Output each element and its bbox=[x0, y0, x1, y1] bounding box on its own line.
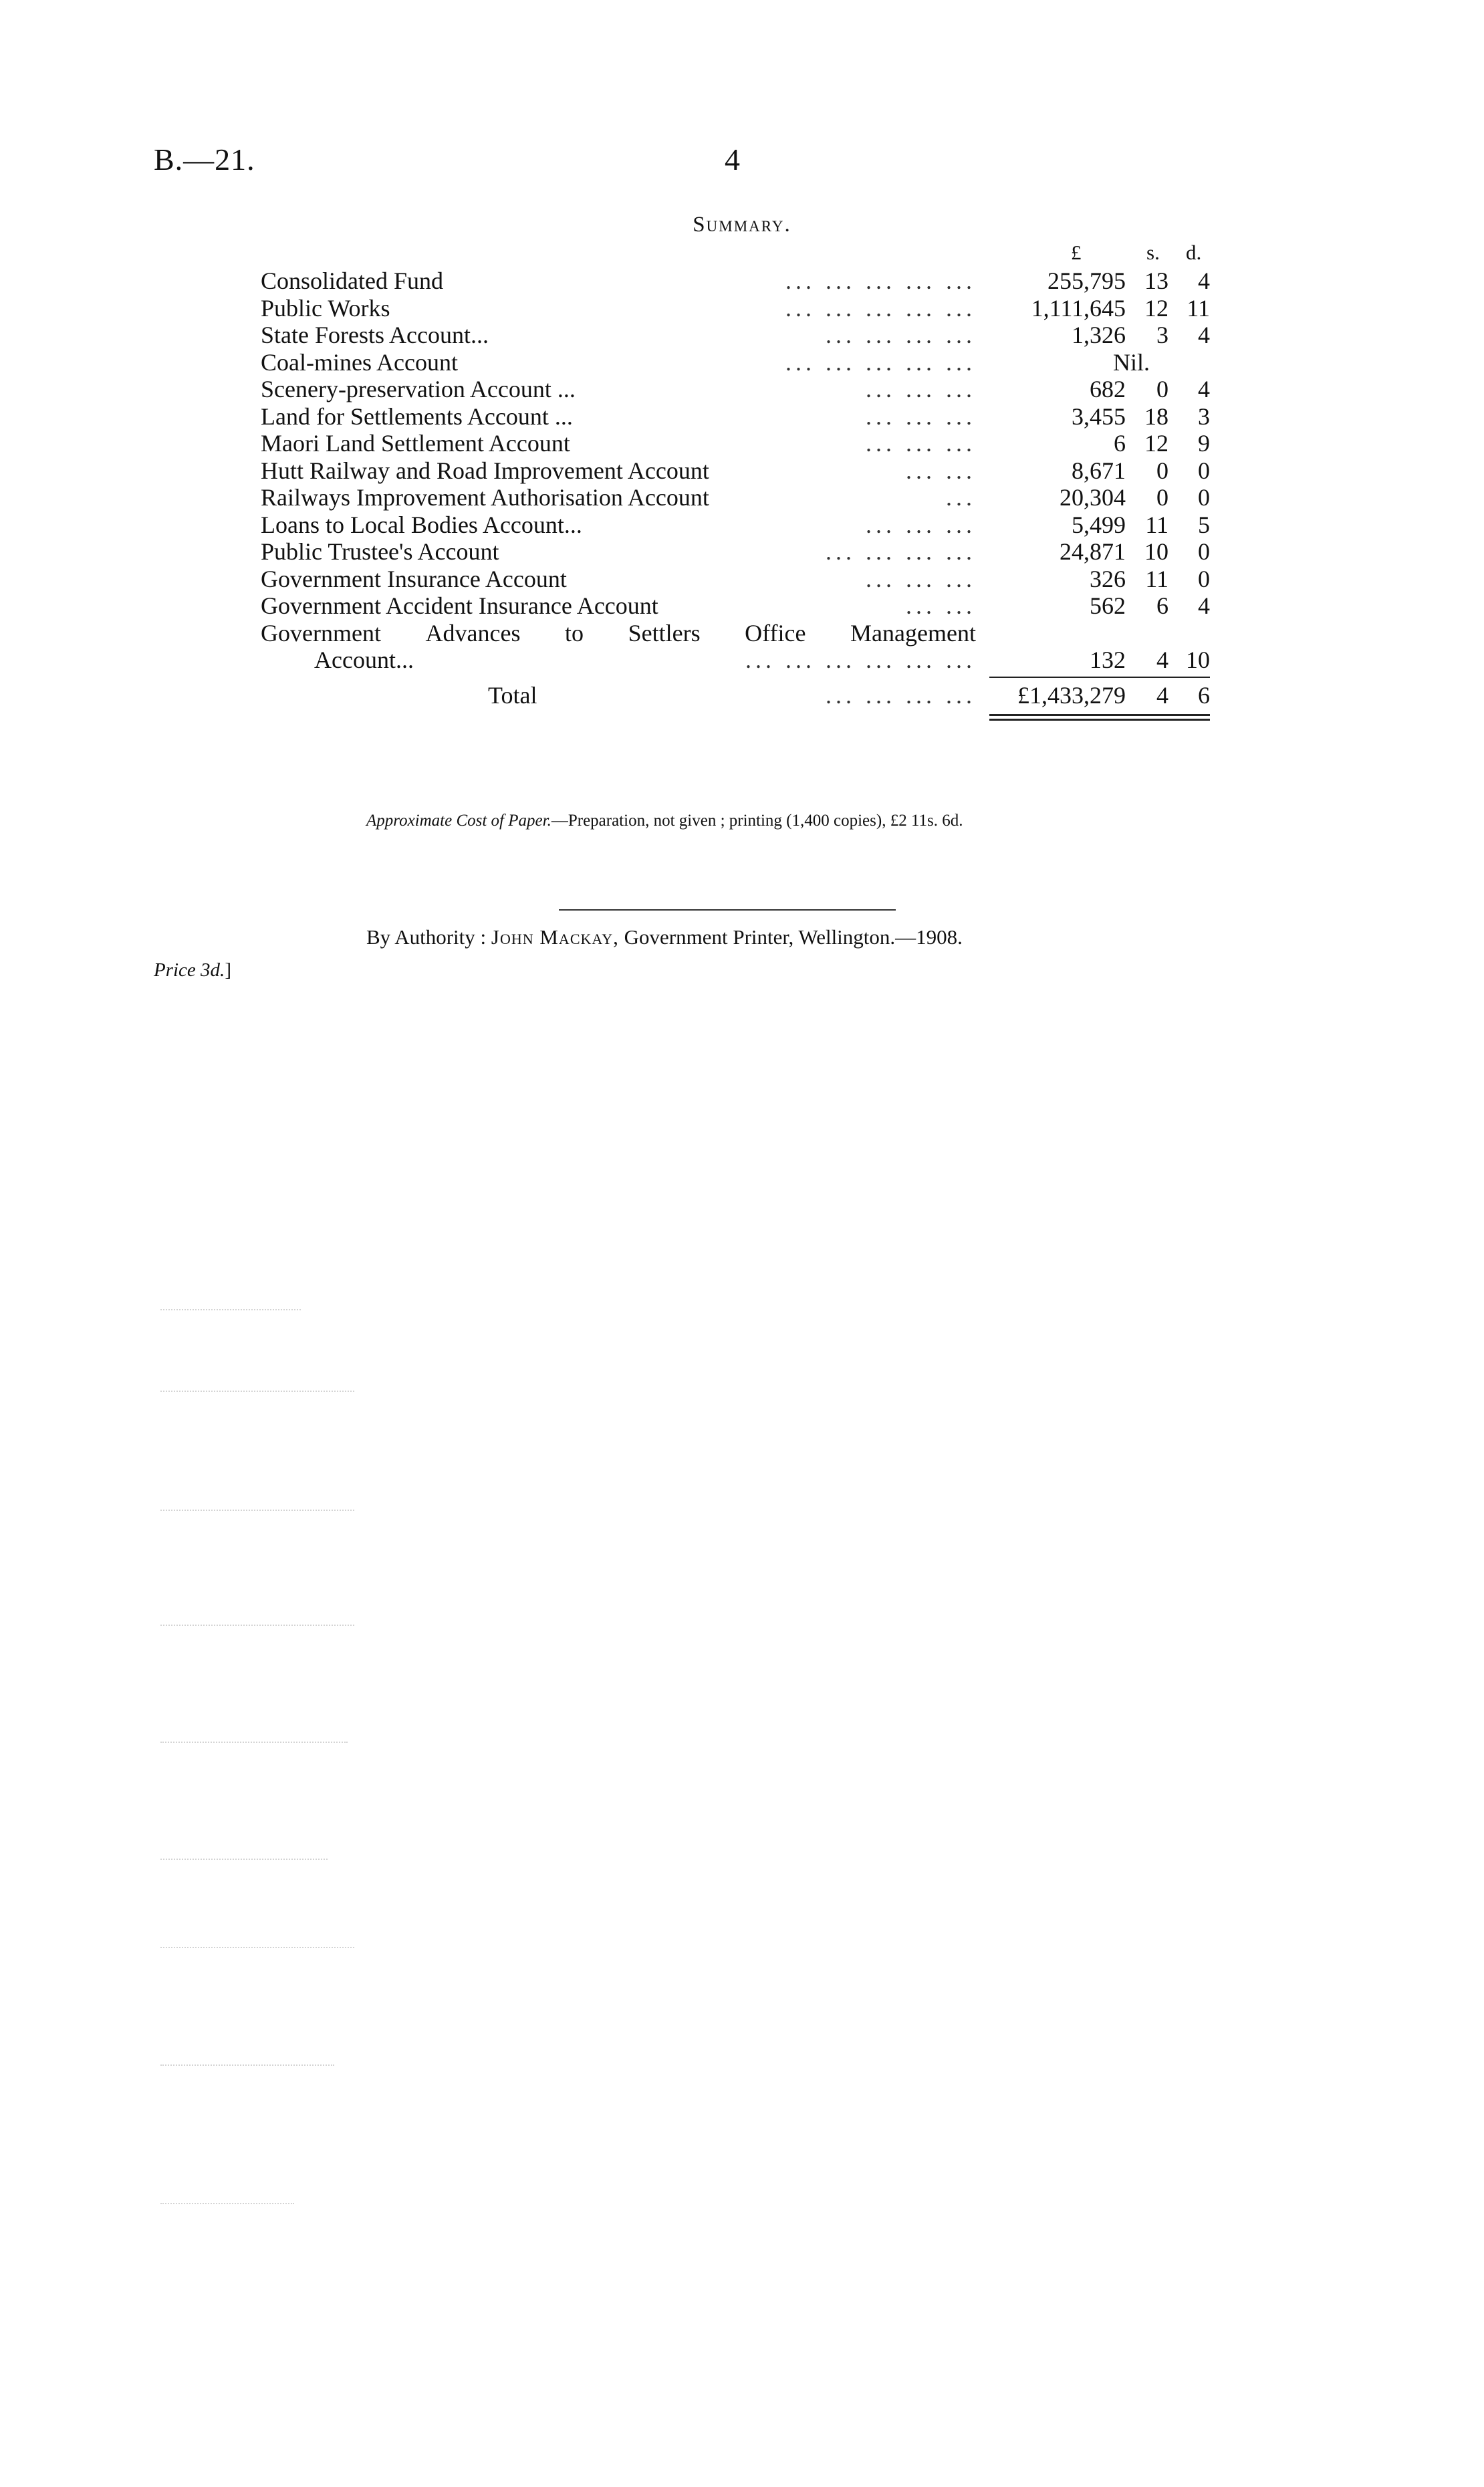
ledger-row-advances-line2 bbox=[261, 646, 1210, 674]
row-label: Government Accident Insurance Account bbox=[261, 592, 658, 619]
row-label: Coal-mines Account bbox=[261, 348, 458, 376]
label-word: to bbox=[565, 619, 584, 646]
ledger-row bbox=[261, 376, 1210, 403]
bleed-through-mark bbox=[160, 2203, 294, 2204]
printer-imprint bbox=[366, 925, 963, 949]
row-label: Public Works bbox=[261, 294, 390, 322]
row-shillings: 0 bbox=[1156, 457, 1168, 484]
leader-dots: ... ... ... bbox=[866, 402, 976, 430]
row-pence: 5 bbox=[1198, 511, 1210, 538]
row-nil: Nil. bbox=[1112, 348, 1150, 376]
ledger-row bbox=[261, 349, 1210, 376]
row-pence: 0 bbox=[1198, 484, 1210, 511]
row-pounds: 8,671 bbox=[1072, 457, 1126, 484]
page-number: 4 bbox=[725, 142, 740, 176]
row-shillings: 18 bbox=[1144, 402, 1168, 430]
ledger-row bbox=[261, 592, 1210, 620]
row-pounds: 255,795 bbox=[1047, 267, 1126, 294]
bleed-through-mark bbox=[160, 1742, 348, 1743]
row-pounds: 326 bbox=[1090, 565, 1126, 592]
price-text: Price 3d. bbox=[154, 959, 225, 981]
row-label: State Forests Account... bbox=[261, 322, 489, 348]
bleed-through-mark bbox=[160, 1859, 328, 1860]
leader-dots: ... bbox=[946, 484, 976, 511]
bleed-through-mark bbox=[160, 1625, 354, 1626]
row-shillings: 4 bbox=[1156, 646, 1168, 673]
ledger-row bbox=[261, 322, 1210, 349]
document-reference: B.—21. bbox=[154, 142, 255, 176]
row-pence: 9 bbox=[1198, 430, 1210, 457]
leader-dots: ... ... ... ... ... bbox=[785, 348, 976, 376]
imprint-prefix: By Authority : bbox=[366, 925, 487, 949]
row-pence: 0 bbox=[1198, 538, 1210, 565]
row-pounds: 562 bbox=[1090, 592, 1126, 619]
leader-dots: ... ... ... bbox=[866, 376, 976, 402]
row-pence: 4 bbox=[1198, 376, 1210, 402]
row-pounds: 1,111,645 bbox=[1031, 294, 1126, 322]
total-pounds: £1,433,279 bbox=[1017, 681, 1126, 709]
imprint-suffix: Government Printer, Wellington.—1908. bbox=[624, 925, 963, 949]
row-shillings: 12 bbox=[1144, 294, 1168, 322]
leader-dots: ... ... ... bbox=[866, 565, 976, 592]
row-shillings: 0 bbox=[1156, 376, 1168, 402]
ledger-row bbox=[261, 484, 1210, 511]
bleed-through-mark bbox=[160, 1510, 354, 1511]
price-note bbox=[154, 959, 231, 981]
row-pounds: 20,304 bbox=[1060, 484, 1126, 511]
row-shillings: 3 bbox=[1156, 322, 1168, 348]
row-label: Railways Improvement Authorisation Account bbox=[261, 484, 709, 511]
row-pence: 0 bbox=[1198, 457, 1210, 484]
row-shillings: 6 bbox=[1156, 592, 1168, 619]
row-shillings: 13 bbox=[1144, 267, 1168, 294]
pounds-header: £ bbox=[1071, 241, 1082, 264]
bleed-through-mark bbox=[160, 1309, 301, 1310]
price-bracket: ] bbox=[225, 959, 231, 981]
imprint-printer: John Mackay, bbox=[491, 925, 619, 949]
cost-note-text: —Preparation, not given ; printing (1,400 copies), £2 11s. 6d. bbox=[551, 812, 963, 830]
row-shillings: 11 bbox=[1145, 565, 1168, 592]
row-label: Public Trustee's Account bbox=[261, 538, 499, 565]
row-label: Government Insurance Account bbox=[261, 565, 567, 592]
row-label: Account... bbox=[314, 646, 414, 673]
cost-of-paper-note bbox=[366, 812, 963, 830]
ledger-row bbox=[261, 511, 1210, 539]
row-pence: 0 bbox=[1198, 565, 1210, 592]
row-pounds: 24,871 bbox=[1060, 538, 1126, 565]
shillings-header: s. bbox=[1146, 241, 1160, 264]
row-pence: 4 bbox=[1198, 267, 1210, 294]
leader-dots: ... ... ... bbox=[866, 430, 976, 457]
row-label: Loans to Local Bodies Account... bbox=[261, 511, 582, 538]
currency-header-row bbox=[261, 241, 1210, 267]
row-shillings: 10 bbox=[1144, 538, 1168, 565]
leader-dots: ... ... ... ... ... bbox=[785, 294, 976, 322]
summary-title: Summary. bbox=[693, 213, 791, 237]
cost-note-lead: Approximate Cost of Paper. bbox=[366, 812, 551, 830]
leader-dots: ... ... ... ... ... ... bbox=[745, 646, 976, 673]
row-shillings: 11 bbox=[1145, 511, 1168, 538]
row-pence: 10 bbox=[1186, 646, 1210, 673]
total-double-rule bbox=[261, 711, 1210, 722]
row-shillings: 12 bbox=[1144, 430, 1168, 457]
total-rule bbox=[261, 674, 1210, 679]
leader-dots: ... ... ... bbox=[866, 511, 976, 538]
ledger-row bbox=[261, 295, 1210, 322]
row-label: Scenery-preservation Account ... bbox=[261, 376, 576, 402]
row-pounds: 6 bbox=[1114, 430, 1126, 457]
leader-dots: ... ... bbox=[906, 457, 976, 484]
advances-label-words bbox=[261, 620, 976, 647]
row-label: Land for Settlements Account ... bbox=[261, 402, 573, 430]
label-word: Advances bbox=[425, 619, 521, 646]
total-row bbox=[261, 679, 1210, 711]
leader-dots: ... ... ... ... bbox=[826, 681, 976, 709]
label-word: Office bbox=[745, 619, 806, 646]
bleed-through-mark bbox=[160, 2064, 334, 2066]
summary-ledger bbox=[261, 241, 1210, 722]
total-pence: 6 bbox=[1198, 681, 1210, 709]
leader-dots: ... ... ... ... ... bbox=[785, 267, 976, 294]
ledger-rows bbox=[261, 267, 1210, 620]
total-label: Total bbox=[488, 681, 537, 709]
row-pence: 4 bbox=[1198, 322, 1210, 348]
ledger-row bbox=[261, 403, 1210, 431]
leader-dots: ... ... ... ... bbox=[826, 538, 976, 565]
leader-dots: ... ... bbox=[906, 592, 976, 619]
leader-dots: ... ... ... ... bbox=[826, 322, 976, 348]
bleed-through-mark bbox=[160, 1947, 354, 1948]
imprint-rule bbox=[559, 909, 896, 911]
row-pence: 3 bbox=[1198, 402, 1210, 430]
label-word: Settlers bbox=[628, 619, 701, 646]
row-pounds: 5,499 bbox=[1072, 511, 1126, 538]
row-pence: 4 bbox=[1198, 592, 1210, 619]
label-word: Government bbox=[261, 619, 381, 646]
ledger-row bbox=[261, 457, 1210, 485]
row-shillings: 0 bbox=[1156, 484, 1168, 511]
ledger-row-advances-line1 bbox=[261, 620, 1210, 647]
row-pounds: 682 bbox=[1090, 376, 1126, 402]
row-label: Hutt Railway and Road Improvement Account bbox=[261, 457, 709, 484]
pence-header: d. bbox=[1186, 241, 1202, 264]
ledger-row bbox=[261, 538, 1210, 566]
row-pounds: 3,455 bbox=[1072, 402, 1126, 430]
ledger-row bbox=[261, 430, 1210, 457]
row-label: Maori Land Settlement Account bbox=[261, 430, 570, 457]
row-pounds: 1,326 bbox=[1072, 322, 1126, 348]
ledger-row bbox=[261, 267, 1210, 295]
bleed-through-mark bbox=[160, 1391, 354, 1392]
row-label: Consolidated Fund bbox=[261, 267, 444, 294]
row-pence: 11 bbox=[1187, 294, 1210, 322]
row-pounds: 132 bbox=[1090, 646, 1126, 673]
label-word: Management bbox=[850, 619, 976, 646]
total-shillings: 4 bbox=[1156, 681, 1168, 709]
ledger-row bbox=[261, 566, 1210, 593]
